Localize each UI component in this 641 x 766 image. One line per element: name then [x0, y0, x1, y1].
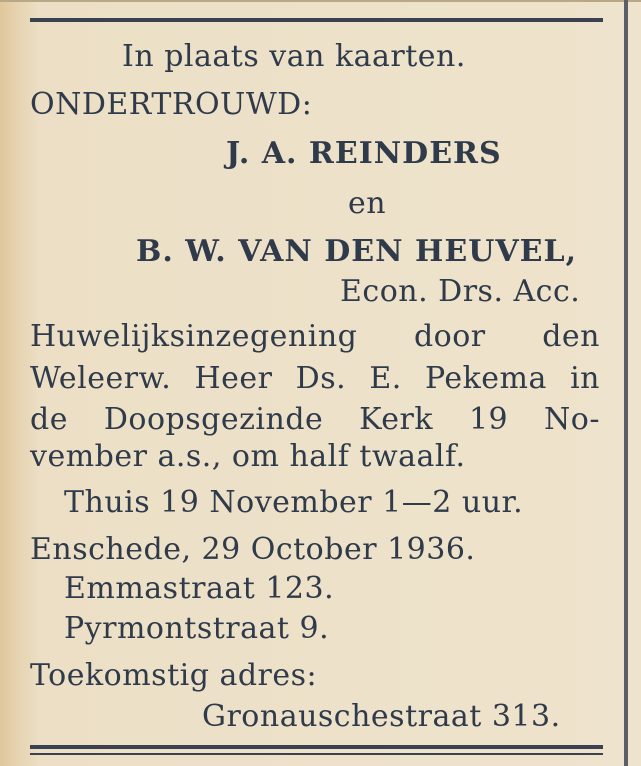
body-word: in — [570, 361, 600, 396]
body-line-4: vember a.s., om half twaalf. — [30, 439, 466, 474]
body-line-1 — [30, 320, 600, 354]
body-word: Ds. — [295, 361, 347, 396]
body-word: door — [413, 319, 486, 354]
right-column-rule — [624, 0, 628, 766]
body-word: de — [30, 402, 68, 437]
announcement-heading: ONDERTROUWD: — [30, 87, 313, 122]
address-bride: Emmastraat 123. — [64, 571, 335, 606]
groom-name: J. A. REINDERS — [226, 136, 502, 171]
top-edge — [0, 0, 641, 2]
bottom-border-rule-thin — [30, 753, 603, 755]
address-groom: Pyrmontstraat 9. — [64, 611, 330, 646]
body-word: Doopsgezinde — [103, 402, 324, 437]
body-word: 19 — [468, 402, 509, 437]
body-line-3 — [30, 403, 600, 437]
body-word: Heer — [194, 361, 273, 396]
conjunction: en — [348, 186, 387, 221]
bottom-border-rule — [30, 745, 603, 749]
body-word: den — [542, 319, 600, 354]
future-address-label: Toekomstig adres: — [30, 658, 318, 693]
intro-text: In plaats van kaarten. — [122, 39, 466, 74]
body-word: Weleerw. — [30, 361, 172, 396]
body-line-2 — [30, 362, 600, 396]
home-reception: Thuis 19 November 1—2 uur. — [64, 485, 524, 520]
top-border-rule — [30, 18, 603, 22]
future-address: Gronauschestraat 313. — [202, 699, 561, 734]
body-word: No- — [544, 402, 600, 437]
body-word: Kerk — [359, 402, 434, 437]
place-and-date: Enschede, 29 October 1936. — [30, 532, 476, 567]
body-word: Pekema — [425, 361, 547, 396]
body-word: Huwelijksinzegening — [30, 319, 358, 354]
bride-title: Econ. Drs. Acc. — [340, 274, 581, 309]
bride-name: B. W. VAN DEN HEUVEL, — [136, 234, 578, 269]
body-word: E. — [369, 361, 402, 396]
